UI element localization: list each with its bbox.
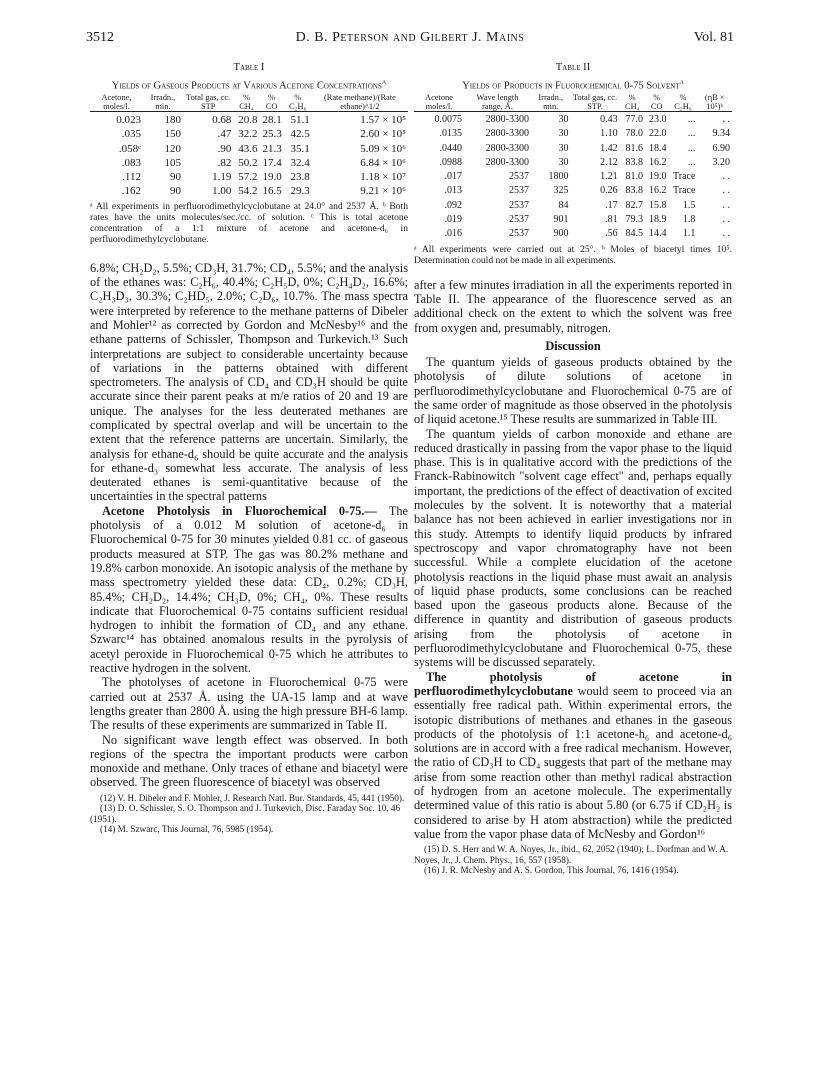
table-cell: 9.21 × 10⁶	[360, 185, 406, 198]
table-cell: 16.2	[648, 156, 667, 168]
table-cell: 2800-3300	[485, 156, 530, 168]
table-cell: 54.2	[238, 185, 258, 198]
table-row	[414, 113, 732, 127]
table2-col-header: % CH₄	[624, 92, 640, 111]
table-cell: 901	[553, 214, 569, 226]
table-row	[414, 199, 732, 213]
table2-label: Table II	[555, 62, 591, 73]
page-number: 3512	[86, 30, 114, 45]
right-subsection-heading: The photolysis of acetone in perfluorodimethylcyclobutane	[414, 669, 732, 698]
table-cell: .82	[217, 156, 232, 169]
table-cell: Trace	[673, 185, 696, 197]
table-cell: 1.8	[682, 214, 696, 226]
table-cell: 19.0	[262, 171, 282, 184]
table-cell: 2537	[509, 185, 530, 197]
table-cell: .162	[121, 185, 141, 198]
table-cell: 1.10	[600, 128, 618, 140]
table-cell: .035	[121, 128, 141, 141]
table-cell: 1.5	[682, 199, 696, 211]
table-cell: 21.3	[262, 142, 282, 155]
table2-col-header: Wave length range, Å.	[476, 92, 519, 111]
table1-col-header: (Rate methane)/(Rate ethane)^1/2	[323, 92, 396, 111]
table-row	[414, 184, 732, 198]
table-cell: 90	[169, 185, 181, 198]
table-cell: 6.84 × 10⁶	[360, 156, 406, 169]
table-cell: 57.2	[238, 171, 258, 184]
left-paragraph-3: The photolyses of acetone in Fluorochemical 0-75 were carried out at 2537 Å. using the UA-15 lamp and at wave lengths greater than 2800 Å. using the high pressure BH-6 lamp. The results of these experiments are summarized in Table II.	[90, 675, 408, 733]
table-cell: .47	[217, 128, 232, 141]
table-cell: . .	[722, 214, 730, 226]
table-cell: 0.023	[116, 113, 141, 126]
table1-col-header: Total gas, cc. STP	[186, 92, 231, 111]
table-cell: 32.4	[290, 156, 310, 169]
table-cell: Trace	[673, 171, 696, 183]
table-cell: 1.57 × 10⁵	[360, 113, 406, 126]
right-references	[414, 844, 732, 876]
table-cell: 77.0	[625, 113, 643, 125]
table-cell: .013	[444, 185, 462, 197]
table-cell: 0.0075	[434, 113, 462, 125]
table-cell: .092	[444, 199, 462, 211]
table-row	[414, 170, 732, 184]
table-cell: . .	[722, 113, 730, 125]
table-cell: 2537	[509, 228, 530, 240]
table-row	[414, 127, 732, 141]
table-cell: . .	[722, 171, 730, 183]
table1-col-header: % C₂H₆	[289, 92, 307, 111]
table-cell: 51.1	[290, 113, 310, 126]
table-cell: 78.0	[625, 128, 643, 140]
table-cell: 17.4	[262, 156, 282, 169]
table-cell: 30	[558, 142, 569, 154]
table-cell: 81.0	[625, 171, 643, 183]
table-cell: 83.8	[625, 156, 643, 168]
table1-col-header: Irradn., min.	[150, 92, 176, 111]
table-cell: 1.21	[600, 171, 618, 183]
table1-caption-sup: a	[381, 75, 387, 86]
table-cell: 0.68	[212, 113, 232, 126]
table-cell: 180	[164, 113, 181, 126]
table-cell: 84	[558, 199, 569, 211]
table1-col-header: % CH₄	[239, 92, 254, 111]
table-cell: .56	[605, 228, 618, 240]
table-cell: .0988	[439, 156, 462, 168]
section-heading-discussion: Discussion	[545, 338, 601, 353]
table-row	[414, 227, 732, 241]
reference-item: (16) J. R. McNesby and A. S. Gordon, This Journal, 76, 1416 (1954).	[424, 865, 679, 876]
reference-item: (15) D. S. Herr and W. A. Noyes, Jr., ibid., 62, 2052 (1940); L. Dorfman and W. A. Noyes, Jr., J. Chem. Phys., 16, 557 (1958).	[414, 844, 729, 865]
table1-col-header: % CO	[265, 92, 278, 111]
table-cell: 5.09 × 10⁶	[360, 142, 406, 155]
table-cell: 29.3	[290, 185, 310, 198]
table-row	[90, 142, 408, 156]
table-cell: 30	[558, 156, 569, 168]
table-cell: 2800-3300	[485, 113, 530, 125]
table-cell: 2537	[509, 199, 530, 211]
table-row	[414, 213, 732, 227]
table-row	[90, 170, 408, 184]
table-cell: 1.1	[682, 228, 696, 240]
left-column	[90, 62, 408, 835]
table-cell: 6.90	[712, 142, 730, 154]
running-header	[86, 30, 734, 50]
table-cell: .016	[444, 228, 462, 240]
table-cell: ...	[687, 156, 696, 168]
reference-item: (12) V. H. Dibeler and F. Mohler, J. Research Natl. Bur. Standards, 45, 441 (1950).	[100, 792, 405, 803]
table-cell: 2.12	[600, 156, 618, 168]
table2-col-header: (ηB × 10⁵)ᵇ	[704, 92, 725, 111]
right-paragraph-4: would seem to proceed via an essentially free radical path. Within experimental errors, the isotopic distributions of methanes and ethanes in the gaseous products of the photolysis of 1:1 acetone-h₆ and acetone-d₆ solutions are in accord with a free radical mechanism. However, the ratio of CD₃H to CD₄ suggests that part of the methane may arise from some reaction other than methyl radical abstraction of hydrogen from an acetone molecule. The experimentally determined value of this ratio is about 5.80 (or 6.75 if CD₂H₂ is considered to arise by H atom abstraction) while the predicted value from the vapor phase data of McNesby and Gordon¹⁶	[414, 683, 732, 841]
table2-caption-block	[414, 62, 732, 93]
table-cell: 16.2	[648, 185, 667, 197]
table-cell: 28.1	[262, 113, 282, 126]
table-cell: 325	[553, 185, 569, 197]
table-cell: 1.42	[600, 142, 618, 154]
table-cell: .058ᶜ	[118, 142, 141, 155]
table1-footnote: ᵃ All experiments in perfluorodimethylcyclobutane at 24.0° and 2537 Å. ᵇ Both rates have the units molecules/sec./cc. of solution. ᶜ This is total acetone concentration of a 1:1 mixture of acetone and acetone-d₆ in perfluorodimethylcyclobutane.	[90, 200, 408, 245]
table-cell: 1.19	[212, 171, 232, 184]
table-cell: . .	[722, 185, 730, 197]
table2	[414, 93, 732, 242]
table-cell: 18.9	[648, 214, 667, 226]
left-paragraph-1: 6.8%; CH₂D₂, 5.5%; CD₃H, 31.7%; CD₄, 5.5%; and the analysis of the ethanes was: C₂H₆, 40.4%; C₂H₅D, 0%; C₂H₄D₂, 16.6%; C₂H₃D₃, 30.3%; C₂HD₅, 2.0%; C₂D₆, 10.7%. The mass spectra were interpreted by reference to the methane patterns of Dibeler and Mohler¹² as corrected by Gordon and McNesby¹⁶ and the ethane patterns of Schissler, Thompson and Turkevich.¹³ Such interpretations are subject to considerable uncertainty because of variations in the patterns obtained with different spectrometers. The analysis of CD₄ and CD₃H should be quite accurate since their parent peaks at m/e ratios of 20 and 19 are unique. The analyses for the less deuterated methanes are complicated by spectral overlap and will be uncertain to the extent that the reference patterns are uncertain. Similarly, the analysis for ethane-d₆ should be quite accurate and the analysis for ethane-d₃ somewhat less accurate. The analysis of less deuterated ethanes is semi-quantitative because of the uncertainties in the spectral patterns	[90, 260, 408, 504]
table1	[90, 93, 408, 199]
table-cell: 81.6	[625, 142, 643, 154]
table-cell: .083	[121, 156, 141, 169]
left-paragraph-2: The photolysis of a 0.012 M solution of acetone-d₆ in Fluorochemical 0-75 for 30 minutes yielded 0.81 cc. of gaseous products measured at STP. The gas was 80.2% methane and 19.8% carbon monoxide. An isotopic analysis of the methane by mass spectrometry yielded these data: CD₄, 0.2%; CD₃H, 85.4%; CH₂D₂, 14.4%; CH₃D, 0%; CH₄, 0%. These results indicate that Fluorochemical 0-75 contains sufficient residual hydrogen to inhibit the formation of CD₄ and any ethane. Szwarc¹⁴ has obtained anomalous results in the pyrolysis of acetyl peroxide in Fluorochemical 0-75 which he attributes to reactive hydrogen in the solvent.	[90, 503, 408, 676]
table-cell: ...	[687, 142, 696, 154]
table-row	[90, 184, 408, 198]
table-cell: . .	[722, 228, 730, 240]
table-cell: 82.7	[625, 199, 643, 211]
table-cell: 79.3	[625, 214, 643, 226]
reference-item: (13) D. O. Schissler, S. O. Thompson and J. Turkevich, Disc. Faraday Soc. 10, 46 (1951).	[90, 803, 401, 824]
table-cell: 2537	[509, 171, 530, 183]
table1-caption: Yields of Gaseous Products at Various Acetone Concentrations	[111, 80, 382, 92]
table2-footnote: ᵃ All experiments were carried out at 25°. ᵇ Moles of biacetyl times 10⁵. Determination could not be made in all experiments.	[414, 243, 732, 266]
table-cell: .17	[605, 199, 618, 211]
table-cell: .0135	[439, 128, 462, 140]
table2-caption-sup: a	[679, 75, 684, 86]
table-cell: 90	[169, 171, 181, 184]
table2-caption: Yields of Products in Fluorochemical 0-75 Solvent	[462, 80, 680, 92]
table-cell: 1800	[548, 171, 569, 183]
table-cell: .90	[217, 142, 232, 155]
table-cell: .0440	[439, 142, 462, 154]
table-cell: ...	[687, 113, 696, 125]
table2-col-header: Irradn., min.	[538, 92, 564, 111]
table-cell: 150	[164, 128, 181, 141]
table1-caption-block	[90, 62, 408, 93]
table-cell: 30	[558, 113, 569, 125]
table-cell: 84.5	[625, 228, 643, 240]
running-title: D. B. Peterson and Gilbert J. Mains	[295, 30, 525, 45]
right-paragraph-3: The quantum yields of carbon monoxide and ethane are reduced drastically in passing from the vapor phase to the liquid phase. This is in qualitative accord with the predictions of the Franck-Rabinowitch "solvent cage effect" and, perhaps equally important, the predictions of the effect of deactivation of excited molecules by the solvent. It is noteworthy that a material balance has not been achieved in earlier investigations nor in this study. Attempts to identify liquid products by infrared spectroscopy and vapor chromatography have not been successful. While a complete elucidation of the acetone photolysis reactions in the liquid phase must await an analysis of liquid phase products, some conclusions can be reached based upon the gaseous products alone. Because of the difference in quantity and distribution of gaseous products arising from the photolysis of acetone in perfluorodimethylcyclobutane and Fluorochemical 0-75, these systems will be discussed separately.	[414, 426, 732, 670]
table-row	[90, 113, 408, 127]
table-cell: 14.4	[648, 228, 667, 240]
table-cell: 23.8	[290, 171, 310, 184]
reference-item: (14) M. Szwarc, This Journal, 76, 5985 (1954).	[100, 824, 274, 835]
table-cell: 9.34	[712, 128, 730, 140]
table-cell: 1.00	[212, 185, 232, 198]
table-cell: . .	[722, 199, 730, 211]
table2-col-header: Total gas, cc. STP.	[572, 92, 618, 111]
table-row	[414, 156, 732, 170]
table2-col-header: Acetone moles/l.	[425, 92, 453, 111]
table-cell: 0.43	[600, 113, 618, 125]
table-cell: 3.20	[712, 156, 730, 168]
right-paragraph-1: after a few minutes irradiation in all the experiments reported in Table II. The appearance of the fluorescence served as an additional check on the extent to which the solvent was free from oxygen and, presumably, nitrogen.	[414, 277, 732, 335]
table-cell: 900	[553, 228, 569, 240]
table-cell: .81	[605, 214, 618, 226]
table-row	[414, 142, 732, 156]
table-cell: 2.60 × 10⁵	[360, 128, 406, 141]
table1-label: Table I	[233, 62, 265, 73]
right-column	[414, 62, 732, 876]
table-cell: 2800-3300	[485, 128, 530, 140]
table-cell: 22.0	[648, 128, 667, 140]
table-cell: ...	[687, 128, 696, 140]
table-row	[90, 156, 408, 170]
table-cell: 25.3	[262, 128, 282, 141]
table-cell: 2800-3300	[485, 142, 530, 154]
table-cell: .017	[444, 171, 462, 183]
left-references	[90, 793, 408, 835]
volume-label: Vol. 81	[693, 30, 734, 45]
table-cell: 15.8	[648, 199, 667, 211]
table-cell: 1.18 × 10⁷	[360, 171, 406, 184]
table-cell: 30	[558, 128, 569, 140]
table-cell: .019	[444, 214, 462, 226]
table1-col-header: Acetone, moles/l.	[101, 92, 132, 111]
table-cell: 18.4	[648, 142, 667, 154]
table-cell: 50.2	[238, 156, 258, 169]
table-cell: 35.1	[290, 142, 310, 155]
table-cell: 83.8	[625, 185, 643, 197]
table-cell: 43.6	[238, 142, 258, 155]
table-cell: 23.0	[648, 113, 667, 125]
left-paragraph-4: No significant wave length effect was observed. In both regions of the spectra the important products were carbon monoxide and methane. Only traces of ethane and biacetyl were observed. The green fluorescence of biacetyl was observed	[90, 732, 408, 790]
table-cell: 2537	[509, 214, 530, 226]
table-cell: 0.26	[600, 185, 618, 197]
table-cell: 105	[164, 156, 181, 169]
table-cell: 42.5	[290, 128, 310, 141]
table2-col-header: % CO	[650, 92, 663, 111]
table-cell: 120	[164, 142, 181, 155]
table-cell: 16.5	[262, 185, 282, 198]
table-cell: .112	[122, 171, 141, 184]
table-cell: 19.0	[648, 171, 667, 183]
table-row	[90, 127, 408, 141]
table-cell: 20.8	[238, 113, 258, 126]
right-paragraph-2: The quantum yields of gaseous products obtained by the photolysis of dilute solutions of acetone in perfluorodimethylcyclobutane and Fluorochemical 0-75 are of the same order of magnitude as those observed in the photolysis of liquid acetone.¹⁵ These results are summarized in Table III.	[414, 355, 732, 427]
table2-col-header: % C₂H₆	[674, 92, 692, 111]
table-cell: 32.2	[238, 128, 258, 141]
left-subsection-heading: Acetone Photolysis in Fluorochemical 0-75.—	[102, 503, 377, 518]
